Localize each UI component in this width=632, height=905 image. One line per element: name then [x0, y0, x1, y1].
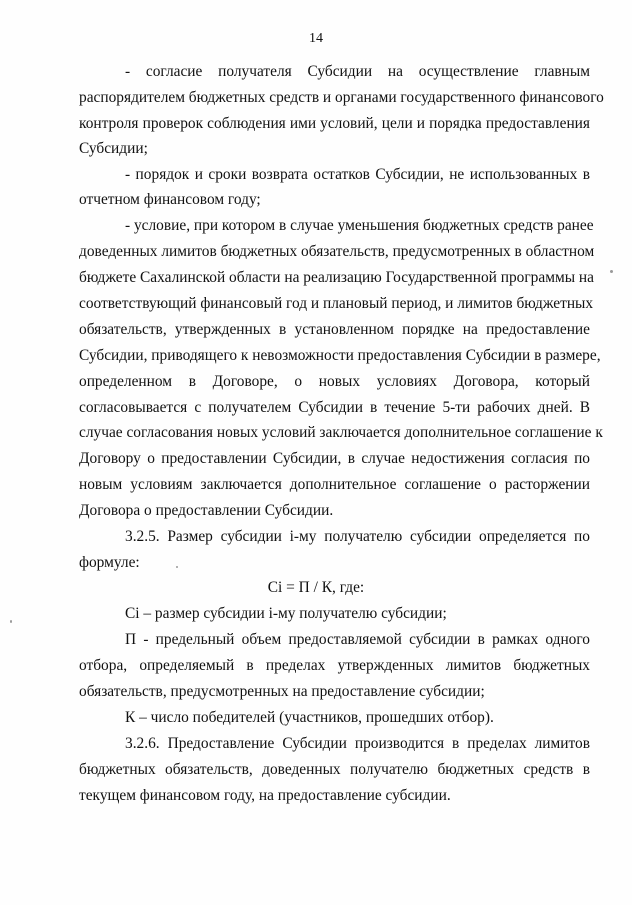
text-line: - условие, при котором в случае уменьшения бюджетных средств ранее [125, 217, 594, 234]
text-line: бюджетных обязательств, доведенных получателю бюджетных средств в [79, 761, 590, 778]
text-line: 3.2.6. Предоставление Субсидии производится в пределах лимитов [125, 735, 590, 752]
text-line: новым условиям заключается дополнительное соглашение о расторжении [79, 476, 590, 493]
text-line: доведенных лимитов бюджетных обязательств, предусмотренных в областном [79, 243, 595, 260]
text-line: 3.2.5. Размер субсидии i-му получателю субсидии определяется по [125, 528, 590, 545]
text-line: Субсидии; [79, 140, 148, 157]
text-line: Сi – размер субсидии i-му получателю субсидии; [125, 605, 447, 622]
text-line: - порядок и сроки возврата остатков Субсидии, не использованных в [125, 166, 590, 183]
text-line: согласовывается с получателем Субсидии в течение 5-ти рабочих дней. В [79, 399, 590, 416]
page-number: 14 [309, 31, 323, 46]
text-line: Договору о предоставлении Субсидии, в случае недостижения согласия по [79, 450, 590, 467]
text-line: соответствующий финансовый год и плановый период, и лимитов бюджетных [79, 295, 594, 312]
scan-speck [610, 270, 613, 273]
text-line: бюджете Сахалинской области на реализацию Государственной программы на [79, 269, 594, 286]
text-line: отчетном финансовом году; [79, 191, 261, 208]
text-line: текущем финансовом году, на предоставление субсидии. [79, 787, 451, 804]
text-line: распорядителем бюджетных средств и органами государственного финансового [79, 89, 604, 106]
text-line: - согласие получателя Субсидии на осуществление главным [125, 63, 590, 80]
text-line: Субсидии, приводящего к невозможности предоставления Субсидии в размере, [79, 347, 601, 364]
text-line: контроля проверок соблюдения ими условий, цели и порядка предоставления [79, 115, 590, 132]
scan-speck [10, 620, 12, 623]
text-line: П - предельный объем предоставляемой субсидии в рамках одного [125, 631, 590, 648]
text-line: определенном в Договоре, о новых условиях Договора, который [79, 373, 590, 390]
text-line: случае согласования новых условий заключается дополнительное соглашение к [79, 424, 603, 441]
text-line: обязательств, предусмотренных на предоставление субсидии; [79, 683, 485, 700]
text-line: Договора о предоставлении Субсидии. [79, 502, 334, 519]
text-line: отбора, определяемый в пределах утвержденных лимитов бюджетных [79, 657, 590, 674]
scan-speck [176, 566, 178, 568]
formula: Сi = П / К, где: [267, 579, 365, 596]
text-line: обязательств, утвержденных в установленном порядке на предоставление [79, 321, 590, 338]
text-line: формуле: [79, 554, 140, 571]
text-line: К – число победителей (участников, прошедших отбор). [125, 709, 494, 726]
